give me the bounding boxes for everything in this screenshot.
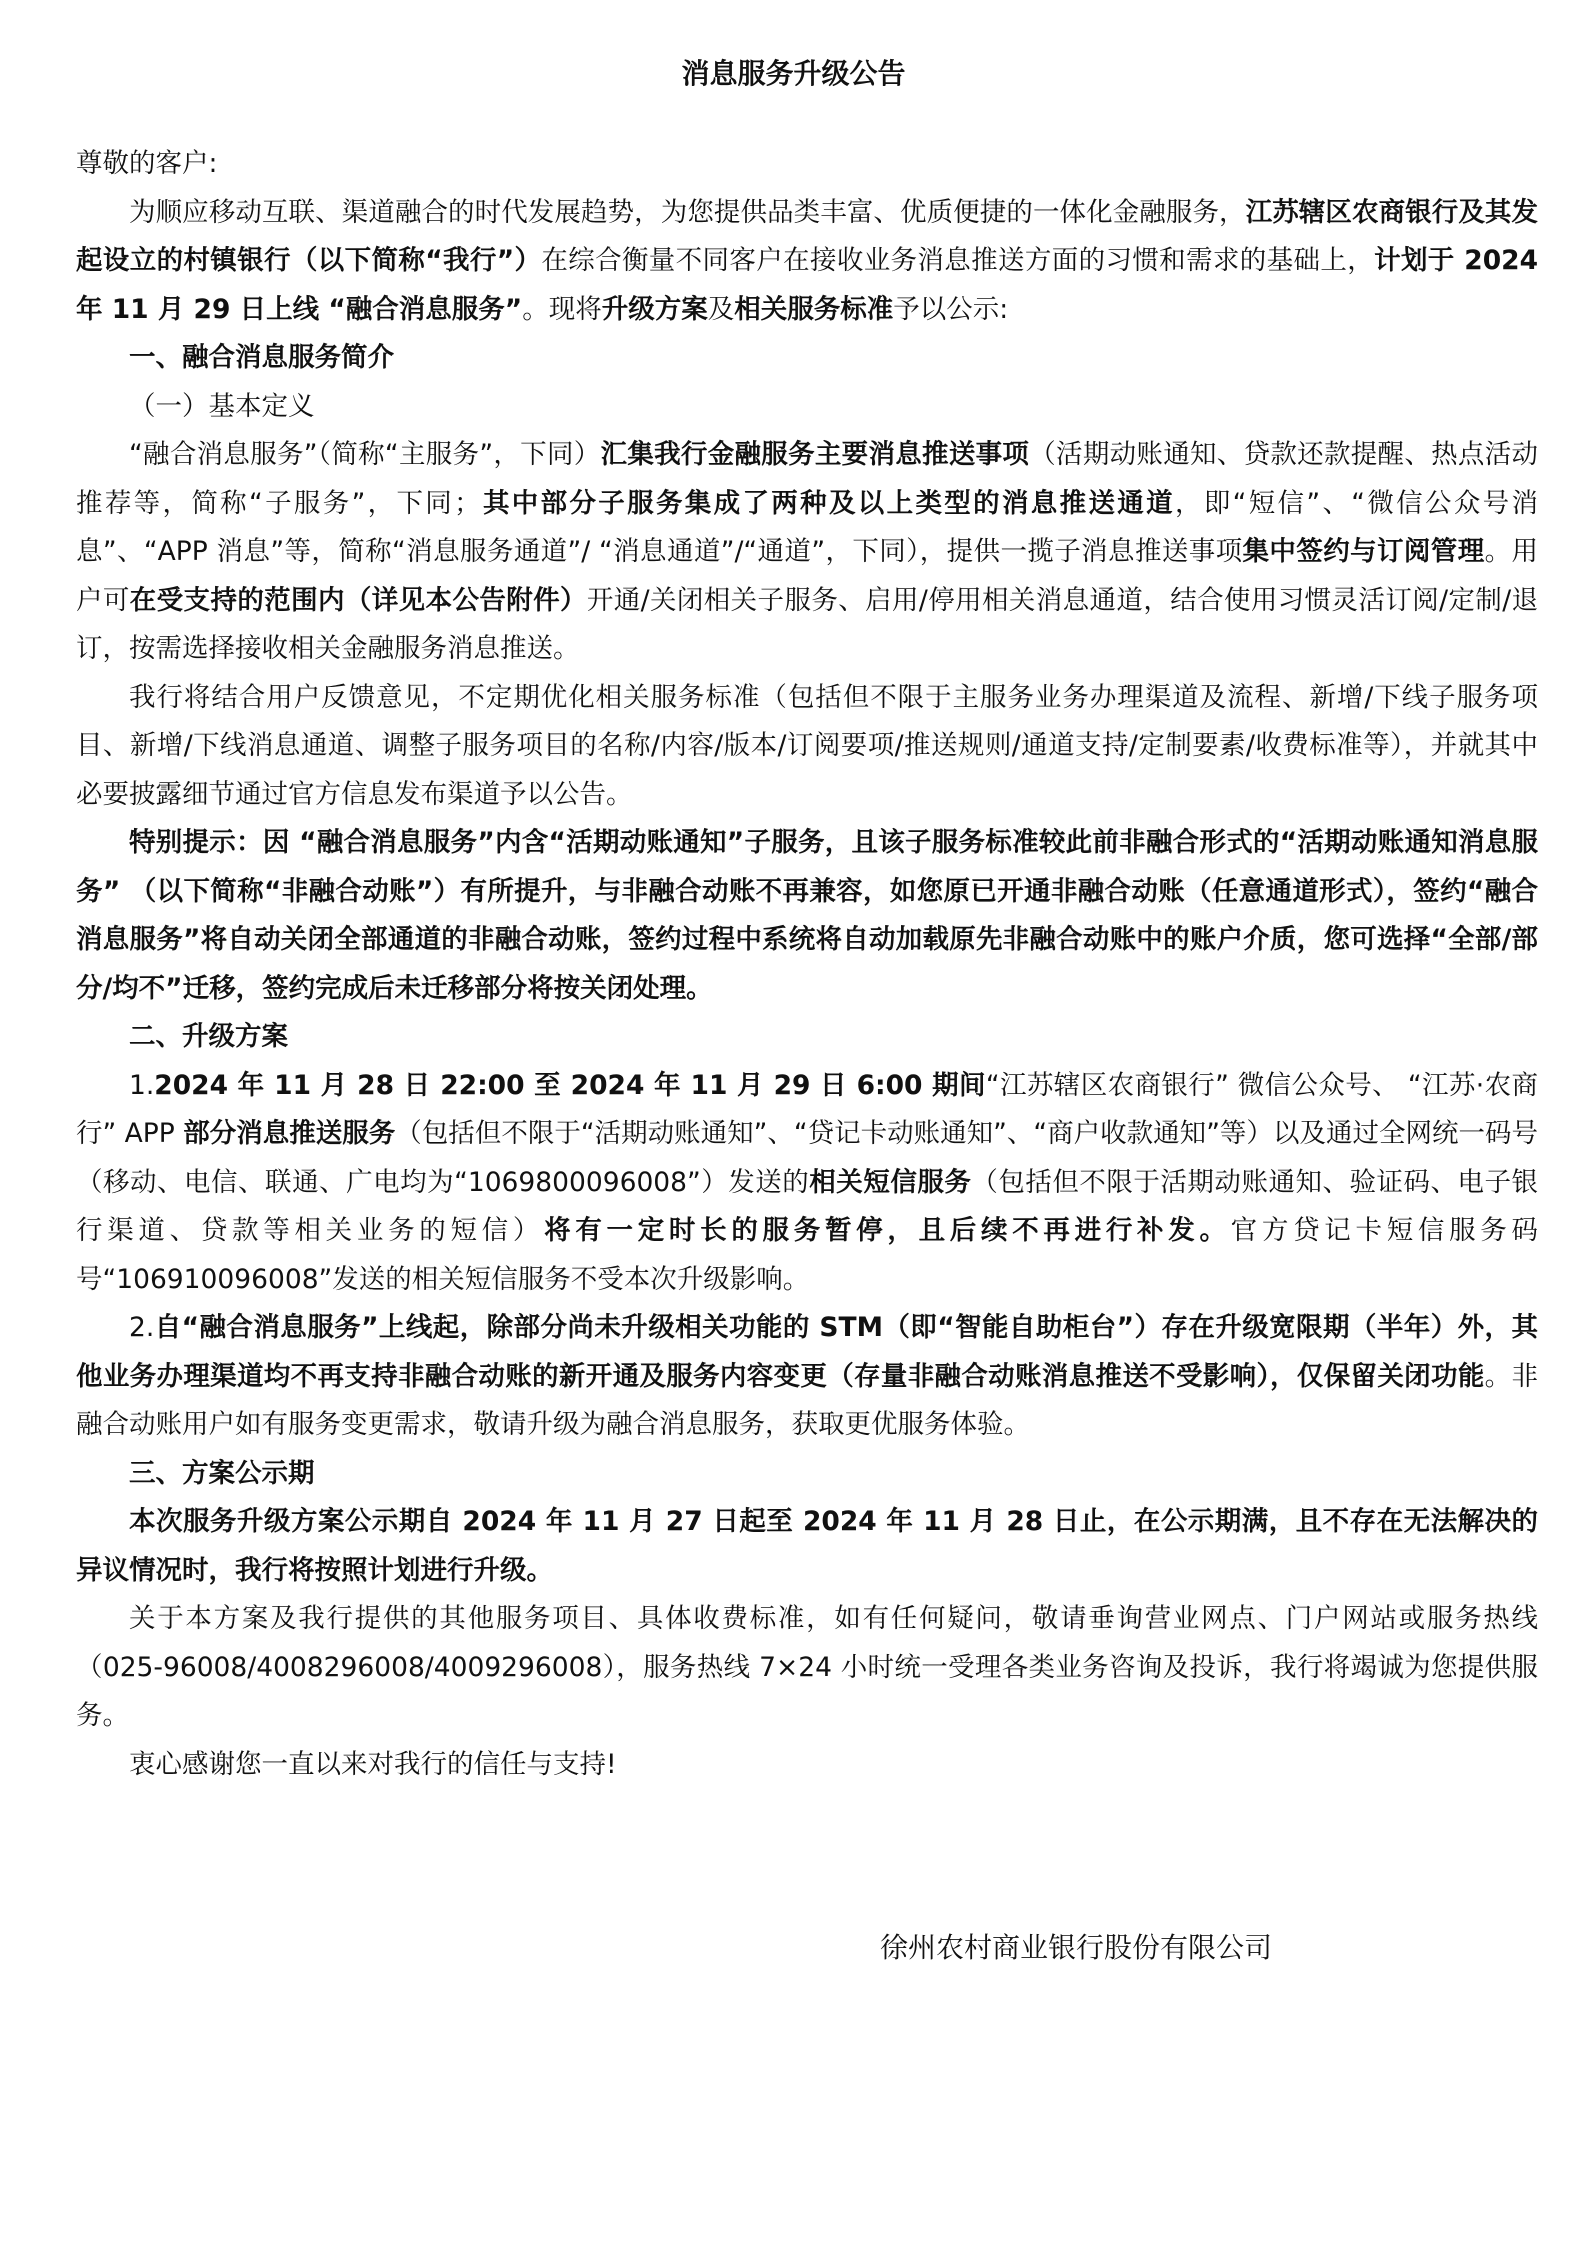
text-run: 将有一定时长的服务暂停，且后续不再进行补发。 (544, 1215, 1231, 1246)
text-run: 江苏辖区农商银行及其发起设立的村镇银行（以下简称“我行”） (76, 196, 1539, 276)
text-run: 其中部分子服务集成了两种及以上类型的消息推送通道 (480, 487, 1175, 519)
plan-item-2 (76, 1304, 1538, 1450)
notice-body (76, 140, 1538, 1789)
intro-paragraph (76, 189, 1538, 335)
text-run: 予以公示: (893, 293, 1009, 325)
text-run: 相关短信服务 (809, 1166, 972, 1198)
text-run: “江苏辖区农商银行” 微信公众号、 “江苏·农商行” APP (76, 1069, 1538, 1149)
text-run: 在受支持的范围内（详见本公告附件） (129, 584, 587, 616)
text-run: ，即“短信”、“微信公众号消息”、“APP 消息”等，简称“消息服务通道”/ “消息通道”/“通道”，下同），提供一揽子消息推送事项 (76, 487, 1539, 567)
text-run: 升级方案 (601, 293, 708, 325)
optimization-paragraph: 我行将结合用户反馈意见，不定期优化相关服务标准（包括但不限于主服务业务办理渠道及流程、新增/下线子服务项目、新增/下线消息通道、调整子服务项目的名称/内容/版本/订阅要项/推送规则/通道支持/定制要素/收费标准等），并就其中必要披露细节通过官方信息发布渠道予以公告。 (76, 681, 1538, 810)
text-run: 。非融合动账用户如有服务变更需求，敬请升级为融合消息服务，获取更优服务体验。 (76, 1360, 1539, 1440)
text-run: 。现将 (522, 293, 602, 325)
text-run: “融合消息服务”（简称“主服务”，下同） (129, 439, 601, 470)
publicity-period-paragraph: 本次服务升级方案公示期自 2024 年 11 月 27 日起至 2024 年 11 月 28 日止，在公示期满，且不存在无法解决的异议情况时，我行将按照计划进行升级。 (76, 1506, 1538, 1586)
section-heading-2: 二、升级方案 (129, 1021, 288, 1052)
text-run: 2024 年 11 月 28 日 22:00 至 2024 年 11 月 29 日 6:00 期间 (154, 1069, 986, 1101)
section-heading-1: 一、融合消息服务简介 (129, 342, 394, 373)
plan-item-1 (76, 1062, 1538, 1305)
definition-paragraph (76, 431, 1538, 674)
text-run: 计划于 2024 年 11 月 29 日上线 “融合消息服务” (76, 245, 1539, 325)
salutation: 尊敬的客户: (76, 148, 218, 179)
text-run: 在综合衡量不同客户在接收业务消息推送方面的习惯和需求的基础上， (541, 245, 1375, 276)
text-run: 2. (129, 1312, 155, 1343)
text-run: （包括但不限于活期动账通知、验证码、电子银行渠道、贷款等相关业务的短信） (76, 1166, 1539, 1246)
text-run: 及 (707, 293, 735, 325)
text-run: 集中签约与订阅管理 (1242, 536, 1485, 567)
text-run: 自“融合消息服务”上线起，除部分尚未升级相关功能的 STM（即“智能自助柜台”）存在升级宽限期（半年）外，其他业务办理渠道均不再支持非融合动账的新开通及服务内容变更（存量非融合动账消息推送不受影响），仅保留关闭功能 (76, 1312, 1538, 1392)
section-heading-3: 三、方案公示期 (129, 1457, 315, 1489)
text-run: （活期动账通知、贷款还款提醒、热点活动推荐等，简称“子服务”，下同； (76, 439, 1539, 519)
text-run: 。用户可 (76, 536, 1539, 616)
text-run: 相关服务标准 (734, 293, 894, 325)
text-run: （包括但不限于“活期动账通知”、“贷记卡动账通知”、“商户收款通知”等）以及通过全网统一码号（移动、电信、联通、广电均为“1069800096008”）发送的 (76, 1118, 1539, 1198)
page-title: 消息服务升级公告 (681, 57, 906, 90)
signature: 徐州农村商业银行股份有限公司 (880, 1931, 1273, 1964)
text-run: 开通/关闭相关子服务、启用/停用相关消息通道，结合使用习惯灵活订阅/定制/退订，按需选择接收相关金融服务消息推送。 (76, 584, 1539, 664)
contact-paragraph: 关于本方案及我行提供的其他服务项目、具体收费标准，如有任何疑问，敬请垂询营业网点、门户网站或服务热线（025-96008/4008296008/4009296008），服务热线 7×24 小时统一受理各类业务咨询及投诉，我行将竭诚为您提供服务。 (76, 1603, 1538, 1731)
text-run: 为顺应移动互联、渠道融合的时代发展趋势，为您提供品类丰富、优质便捷的一体化金融服务， (129, 196, 1246, 228)
special-notice-paragraph: 特别提示：因 “融合消息服务”内含“活期动账通知”子服务，且该子服务标准较此前非融合形式的“活期动账通知消息服务” （以下简称“非融合动账”）有所提升，与非融合动账不再兼容，如您原已开通非融合动账（任意通道形式），签约“融合消息服务”将自动关闭全部通道的非融合动账，签约过程中系统将自动加载原先非融合动账中的账户介质，您可选择“全部/部分/均不”迁移，签约完成后未迁移部分将按关闭处理。 (76, 827, 1538, 1004)
text-run: 1. (129, 1069, 155, 1101)
subsection-heading-basic-definition: （一）基本定义 (129, 390, 315, 422)
thanks-paragraph: 衷心感谢您一直以来对我行的信任与支持! (129, 1748, 617, 1780)
text-run: 部分消息推送服务 (183, 1118, 396, 1149)
text-run: 官方贷记卡短信服务码号“106910096008”发送的相关短信服务不受本次升级影响。 (76, 1215, 1539, 1295)
text-run: 汇集我行金融服务主要消息推送事项 (600, 439, 1030, 470)
